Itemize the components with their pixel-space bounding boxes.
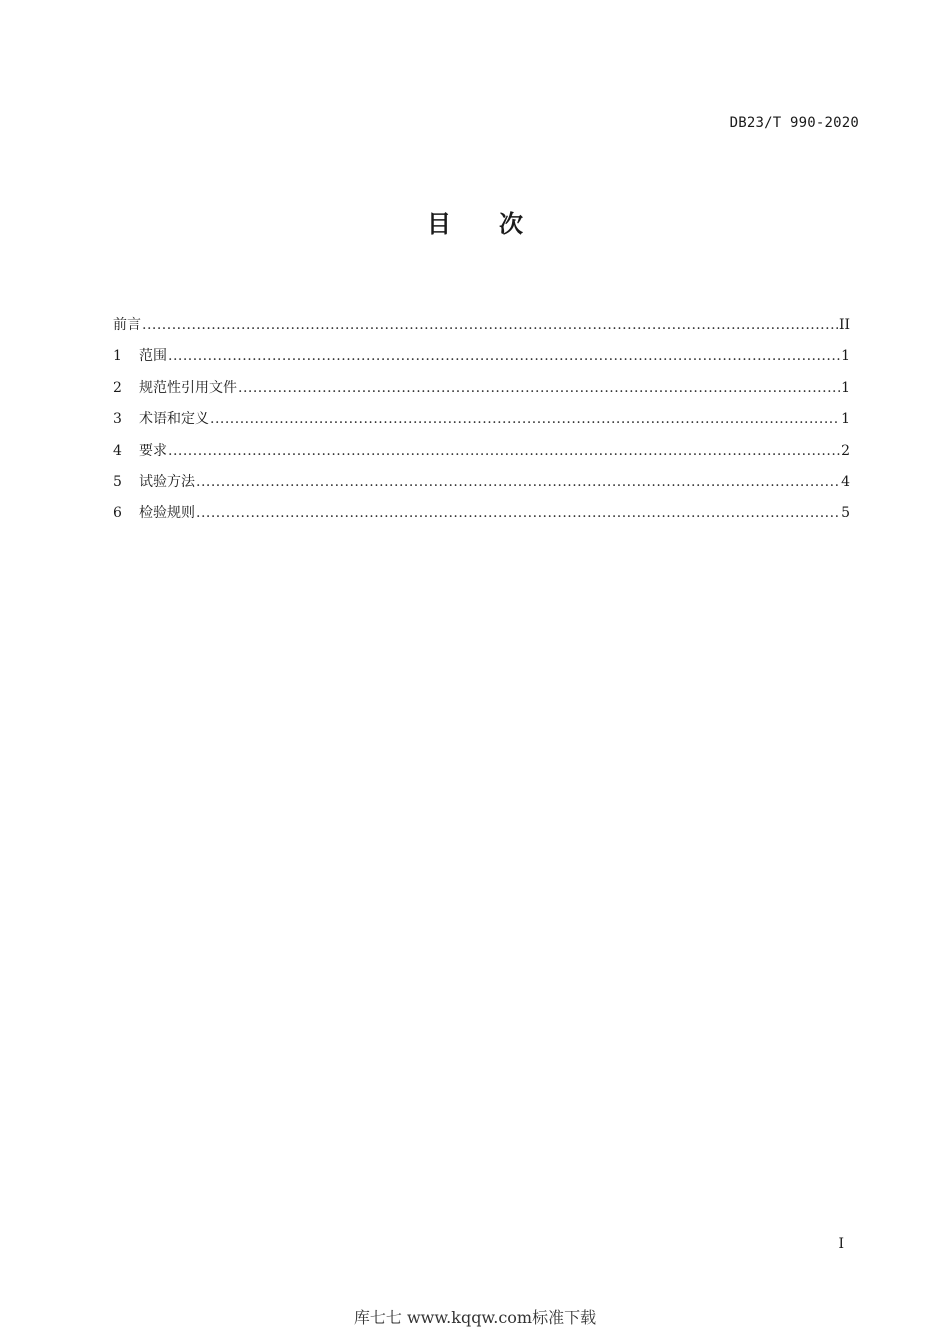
toc-dot-leader: [168, 440, 840, 462]
toc-entry-number: 4: [113, 442, 122, 459]
toc-dot-leader: [196, 502, 840, 524]
toc-entry-page: 2: [841, 442, 850, 459]
toc-entry-page: 1: [841, 348, 850, 365]
toc-entry-test-methods[interactable]: [113, 471, 850, 502]
toc-dot-leader: [210, 408, 840, 430]
toc-entry-number: 2: [113, 379, 122, 396]
toc-entry-normative-references[interactable]: [113, 377, 850, 408]
title-char-mu: 目: [427, 210, 451, 238]
toc-dot-leader: [196, 471, 840, 493]
toc-entry-number: 6: [113, 505, 122, 522]
toc-entry-foreword[interactable]: [113, 314, 850, 345]
toc-entry-label: 前言: [113, 317, 141, 333]
toc-entry-scope[interactable]: [113, 345, 850, 376]
toc-entry-inspection-rules[interactable]: [113, 502, 850, 533]
toc-entry-page: II: [838, 317, 850, 333]
toc-entry-page: 1: [841, 379, 850, 396]
toc-dot-leader: [142, 314, 838, 336]
toc-entry-page: 1: [841, 411, 850, 428]
toc-entry-label: 检验规则: [139, 505, 195, 522]
toc-entry-page: 4: [841, 473, 850, 490]
toc-entry-label: 规范性引用文件: [139, 379, 237, 396]
toc-dot-leader: [238, 377, 840, 399]
document-code: DB23/T 990-2020: [729, 115, 859, 131]
toc-dot-leader: [168, 345, 840, 367]
toc-entry-label: 试验方法: [139, 473, 195, 490]
toc-entry-page: 5: [841, 505, 850, 522]
toc-entry-label: 要求: [139, 442, 167, 459]
toc-entry-number: 1: [113, 348, 122, 365]
toc-entry-label: 术语和定义: [139, 411, 209, 428]
toc-entry-requirements[interactable]: [113, 440, 850, 471]
title-char-ci: 次: [499, 210, 523, 238]
toc-entry-number: 3: [113, 411, 122, 428]
toc-entry-number: 5: [113, 473, 122, 490]
page-number: I: [838, 1236, 844, 1252]
page-title: [0, 206, 950, 242]
footer-watermark-text: 库七七 www.kqqw.com标准下载: [353, 1308, 597, 1327]
table-of-contents: [113, 314, 850, 534]
toc-entry-terms-definitions[interactable]: [113, 408, 850, 439]
toc-entry-label: 范围: [139, 348, 167, 365]
